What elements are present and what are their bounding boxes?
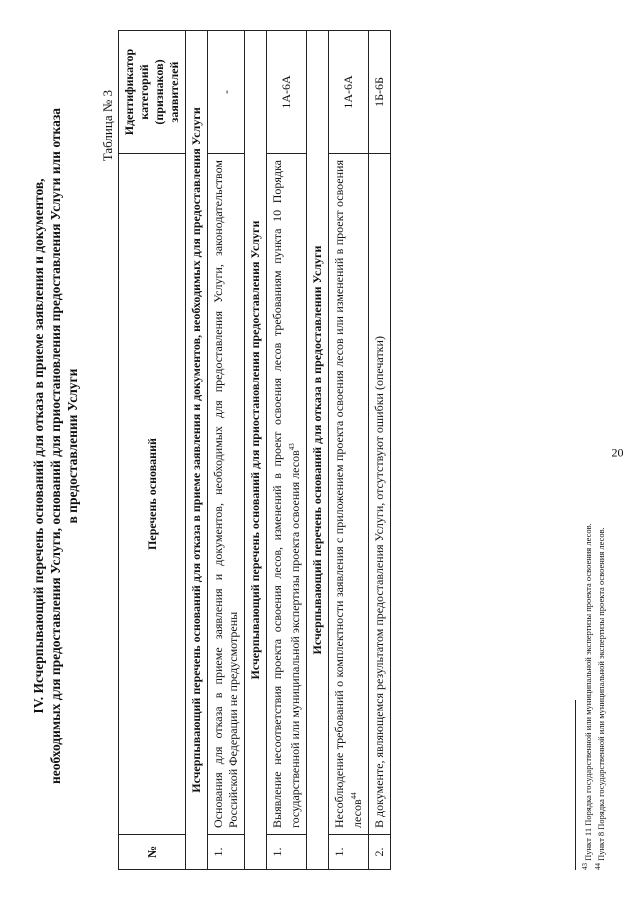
row-text: Основания для отказа в приеме заявления и документов, необходимых для предоставления Услуги, законодательством Российской Федерации не предусмотрены: [208, 154, 245, 835]
header-reasons: Перечень оснований: [119, 154, 186, 835]
section-title: Исчерпывающий перечень оснований для отказа в предоставлении Услуги: [307, 31, 329, 870]
footnote-divider: [575, 700, 576, 870]
section-title: Исчерпывающий перечень оснований для отказа в приеме заявления и документов, необходимых для предоставления Услуги: [186, 31, 208, 870]
footnote-ref[interactable]: 44: [350, 792, 358, 800]
row-identifier: 1Б-6Б: [369, 31, 391, 154]
table-label: Таблица № 3: [100, 90, 115, 162]
section-heading: [30, 46, 81, 846]
heading-line-1: IV. Исчерпывающий перечень оснований для отказа в приеме заявления и документов,: [31, 178, 46, 714]
reasons-table: [118, 30, 391, 870]
section-title-row: [245, 31, 267, 870]
footnotes: [580, 523, 606, 870]
row-text: Несоблюдение требований о комплектности заявления с приложением проекта освоения лесов или изменений в проект освоения лесов$^{44}$: [329, 154, 369, 835]
header-identifier: Идентификатор категорий (признаков) заявителей: [119, 31, 186, 154]
footnote: $^{43}$ Пункт 11 Порядка государственной или муниципальной экспертизы проекта освоения лесов.: [581, 523, 593, 870]
row-text: В документе, являющемся результатом предоставления Услуги, отсутствуют ошибки (опечатки): [369, 154, 391, 835]
footnote-ref[interactable]: 43: [288, 443, 296, 451]
header-num: №: [119, 835, 186, 870]
row-identifier: 1А-6А: [267, 31, 307, 154]
row-num: 1.: [267, 835, 307, 870]
section-title-row: [186, 31, 208, 870]
row-num: 1.: [208, 835, 245, 870]
row-identifier: -: [208, 31, 245, 154]
table-row: [369, 31, 391, 870]
table-row: [267, 31, 307, 870]
footnote: $^{44}$ Пункт 8 Порядка государственной или муниципальной экспертизы проекта освоения лесов.: [593, 527, 606, 870]
row-text: Выявление несоответствия проекта освоения лесов, изменений в проект освоения лесов требованиям пункта 10 Порядка государственной или муниципальной экспертизы проекта освоения лесов$^{43}$: [267, 154, 307, 835]
heading-line-2: необходимых для предоставления Услуги, оснований для приостановления предоставления Услуги или отказа: [48, 107, 63, 785]
row-num: 2.: [369, 835, 391, 870]
row-num: 1.: [329, 835, 369, 870]
section-title-row: [307, 31, 329, 870]
table-header-row: [119, 31, 186, 870]
table-row: [329, 31, 369, 870]
section-title: Исчерпывающий перечень оснований для приостановления предоставления Услуги: [245, 31, 267, 870]
table-row: [208, 31, 245, 870]
heading-line-3: в предоставлении Услуги: [65, 368, 80, 524]
page-number: 20: [611, 445, 624, 460]
row-identifier: 1А-6А: [329, 31, 369, 154]
